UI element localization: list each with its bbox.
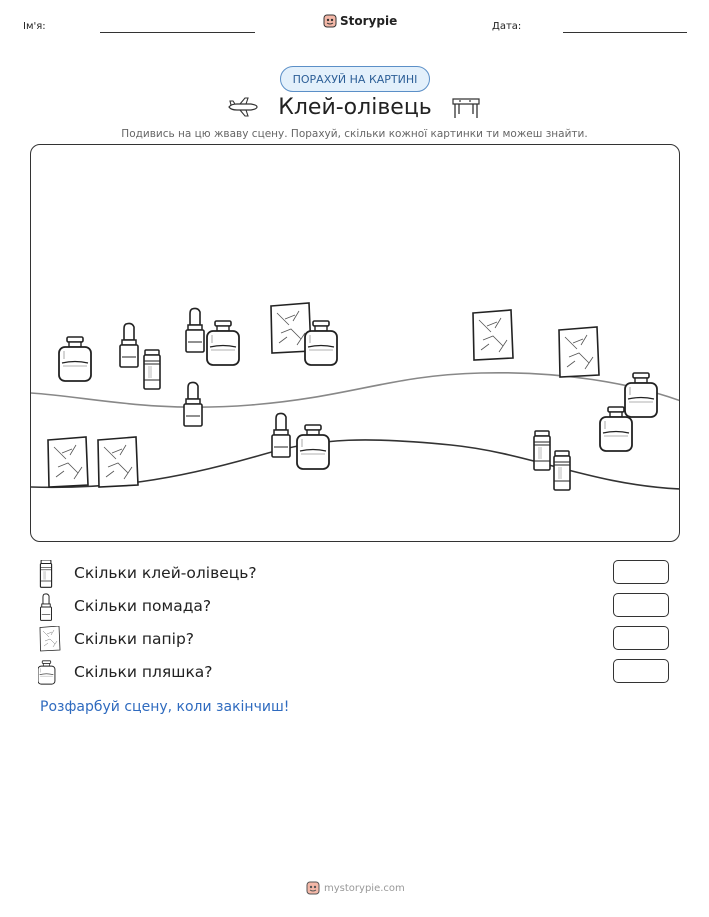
question-row-bottle <box>38 659 672 687</box>
lipstick-3 <box>184 382 202 426</box>
bottle-1 <box>59 337 91 381</box>
counting-scene <box>30 144 680 542</box>
answer-box-paper[interactable] <box>613 626 669 650</box>
paper-3 <box>559 327 599 377</box>
question-row-paper <box>38 626 672 654</box>
answer-box-lipstick[interactable] <box>613 593 669 617</box>
closing-instruction: Розфарбуй сцену, коли закінчиш! <box>40 699 290 715</box>
paper-icon <box>38 626 62 652</box>
question-text: Скільки клей-олівець? <box>74 564 257 582</box>
glue-stick-icon <box>38 560 54 588</box>
bottle-4 <box>625 373 657 417</box>
page-title: Клей-олівець <box>278 95 432 120</box>
bottle-6 <box>297 425 329 469</box>
glue-stick-1 <box>144 350 160 389</box>
question-text: Скільки папір? <box>74 630 195 648</box>
glue-stick-2 <box>534 431 550 470</box>
instructions: Подивись на цю жваву сцену. Порахуй, скільки кожної картинки ти можеш знайти. <box>121 128 588 140</box>
airplane-icon <box>227 96 259 118</box>
bottle-2 <box>207 321 239 365</box>
question-row-lipstick <box>38 593 672 621</box>
answer-box-bottle[interactable] <box>613 659 669 683</box>
footer-url[interactable]: mystorypie.com <box>324 882 405 894</box>
question-row-glue-stick <box>38 560 672 588</box>
question-text: Скільки помада? <box>74 597 212 615</box>
question-text: Скільки пляшка? <box>74 663 213 681</box>
date-label: Дата: <box>492 21 522 32</box>
lipstick-2 <box>186 308 204 352</box>
name-label: Ім'я: <box>23 21 46 32</box>
storypie-mascot-icon <box>323 13 337 29</box>
paper-5 <box>98 437 138 487</box>
paper-2 <box>473 310 513 360</box>
count-badge: ПОРАХУЙ НА КАРТИНІ <box>280 66 430 92</box>
name-line[interactable] <box>100 32 255 33</box>
brand-name: Storypie <box>340 14 398 28</box>
storypie-mascot-icon <box>306 880 320 896</box>
paper-4 <box>48 437 88 487</box>
bottle-icon <box>38 659 56 687</box>
footer <box>306 880 405 896</box>
date-line[interactable] <box>563 32 687 33</box>
table-icon <box>450 94 482 120</box>
lipstick-1 <box>120 323 138 367</box>
answer-box-glue-stick[interactable] <box>613 560 669 584</box>
glue-stick-3 <box>554 451 570 490</box>
lipstick-icon <box>38 593 54 621</box>
lipstick-4 <box>272 413 290 457</box>
brand-logo <box>323 13 397 29</box>
hill-line-back <box>31 373 680 407</box>
